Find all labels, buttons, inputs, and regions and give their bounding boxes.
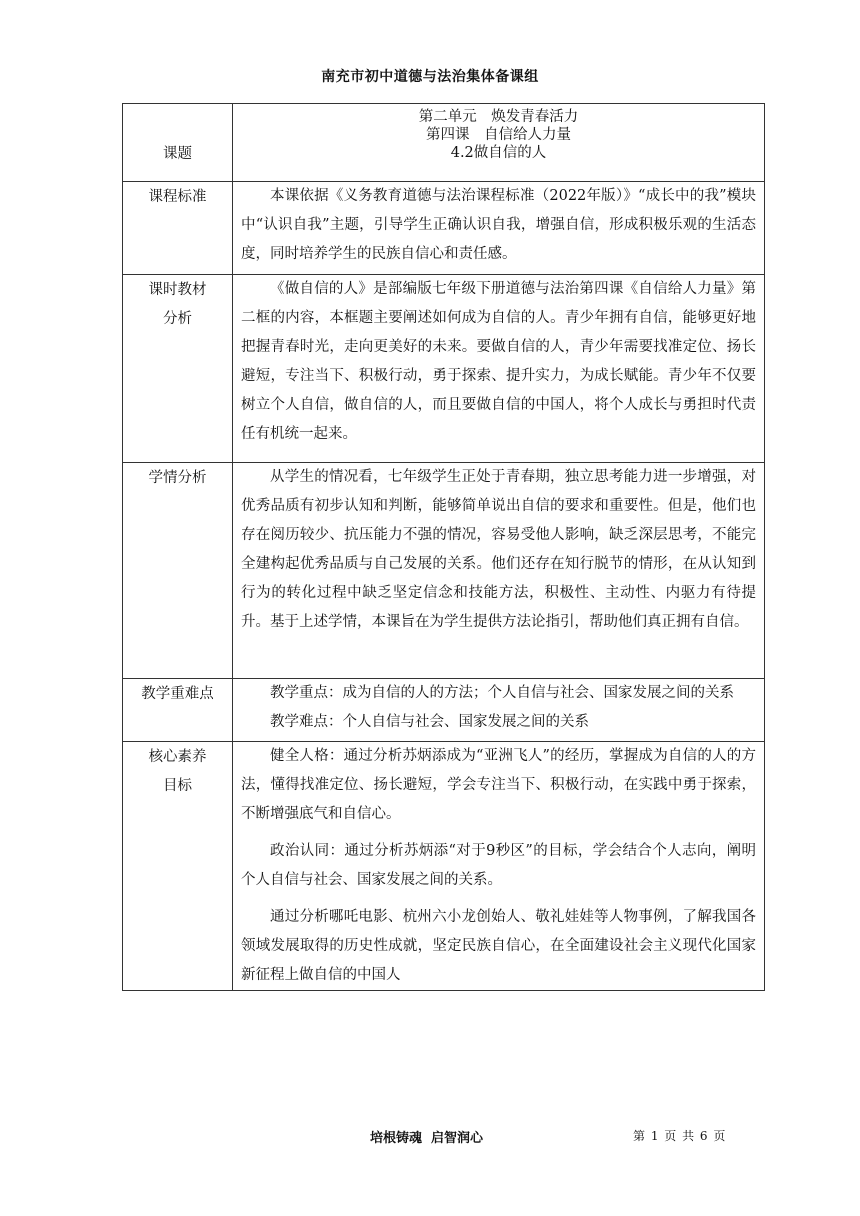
keypoints-content xyxy=(233,679,765,742)
label-standard-text: 课程标准 xyxy=(148,189,207,205)
label-keypoints-text: 教学重难点 xyxy=(141,686,214,702)
label-students-text: 学情分析 xyxy=(148,470,207,486)
label-topic-text: 课题 xyxy=(163,146,192,162)
label-goals-line1: 核心素养 xyxy=(148,749,207,765)
row-standard xyxy=(123,182,765,275)
topic-content xyxy=(233,104,765,182)
keypoints-key: 教学重点：成为自信的人的方法；个人自信与社会、国家发展之间的关系 xyxy=(270,685,734,701)
label-goals-line2: 目标 xyxy=(163,778,192,794)
material-text: 《做自信的人》是部编版七年级下册道德与法治第四课《自信给人力量》第二框的内容，本框题主要阐述如何成为自信的人。青少年拥有自信，能够更好地把握青春时光，走向更美好的未来。要做自信的人，青少年需要找准定位、扬长避短，专注当下、积极行动，勇于探索、提升实力，为成长赋能。青少年不仅要树立个人自信，做自信的人，而且要做自信的中国人，将个人成长与勇担时代责任有机统一起来。 xyxy=(241,281,756,442)
label-material-line2: 分析 xyxy=(163,311,192,327)
footer-motto: 培根铸魂 启智润心 xyxy=(370,1131,484,1146)
row-material xyxy=(123,275,765,463)
topic-section: 4.2做自信的人 xyxy=(450,145,547,161)
standard-text: 本课依据《义务教育道德与法治课程标准（2022年版）》“成长中的我”模块中“认识自我”主题，引导学生正确认识自我，增强自信，形成积极乐观的生活态度，同时培养学生的民族自信心和责任感。 xyxy=(241,188,756,262)
label-keypoints xyxy=(123,679,233,742)
footer-page-number: 第 1 页 共 6 页 xyxy=(633,1129,727,1143)
row-topic xyxy=(123,104,765,182)
lesson-plan-table xyxy=(122,103,765,991)
material-content xyxy=(233,275,765,463)
label-material xyxy=(123,275,233,463)
label-material-line1: 课时教材 xyxy=(148,282,207,298)
students-text: 从学生的情况看，七年级学生正处于青春期，独立思考能力进一步增强，对优秀品质有初步认知和判断，能够简单说出自信的要求和重要性。但是，他们也存在阅历较少、抗压能力不强的情况，容易受他人影响，缺乏深层思考，不能完全建构起优秀品质与自己发展的关系。他们还存在知行脱节的情形，在从认知到行为的转化过程中缺乏坚定信念和技能方法，积极性、主动性、内驱力有待提升。基于上述学情，本课旨在为学生提供方法论指引，帮助他们真正拥有自信。 xyxy=(241,469,756,630)
label-standard xyxy=(123,182,233,275)
document-header-title: 南充市初中道德与法治集体备课组 xyxy=(321,69,539,85)
row-students xyxy=(123,463,765,679)
goals-paragraph-3: 通过分析哪吒电影、杭州六小龙创始人、敬礼娃娃等人物事例，了解我国各领域发展取得的历史性成就，坚定民族自信心，在全面建设社会主义现代化国家新征程上做自信的中国人 xyxy=(241,909,756,983)
label-goals xyxy=(123,742,233,991)
label-students xyxy=(123,463,233,679)
goals-paragraph-1: 健全人格：通过分析苏炳添成为“亚洲飞人”的经历，掌握成为自信的人的方法，懂得找准定位、扬长避短，学会专注当下、积极行动，在实践中勇于探索，不断增强底气和自信心。 xyxy=(241,748,756,822)
goals-paragraph-2: 政治认同：通过分析苏炳添“对于9秒区”的目标，学会结合个人志向，阐明个人自信与社会、国家发展之间的关系。 xyxy=(241,843,756,888)
standard-content xyxy=(233,182,765,275)
students-content xyxy=(233,463,765,679)
row-keypoints xyxy=(123,679,765,742)
topic-unit: 第二单元 焕发青春活力 xyxy=(418,109,579,125)
goals-content xyxy=(233,742,765,991)
keypoints-difficult: 教学难点：个人自信与社会、国家发展之间的关系 xyxy=(270,714,589,730)
topic-lesson: 第四课 自信给人力量 xyxy=(426,127,571,143)
row-goals xyxy=(123,742,765,991)
label-topic xyxy=(123,104,233,182)
